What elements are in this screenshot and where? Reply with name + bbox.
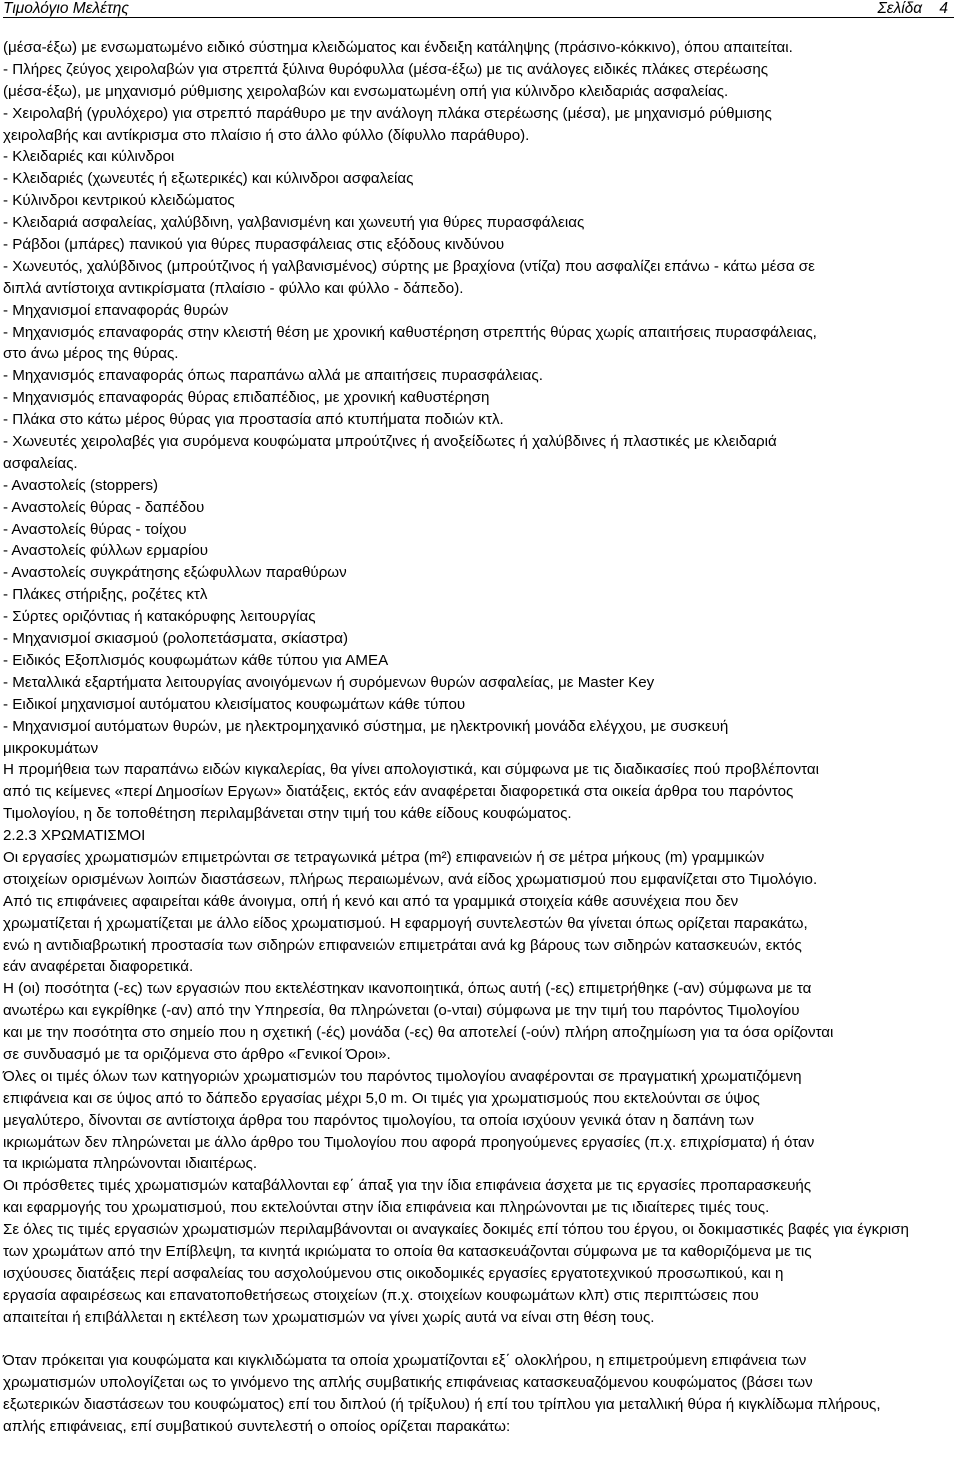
text-line: απλής επιφάνειας, επί συμβατικού συντελεστή ο οποίος ορίζεται παρακάτω:	[3, 1418, 511, 1436]
text-line: Από τις επιφάνειες αφαιρείται κάθε άνοιγμα, οπή ή κενό και από τα γραμμικά στοιχεία κάθε ασυνέχεια που δεν	[3, 892, 739, 910]
text-line: - Χωνευτός, χαλύβδινος (μπρούτζινος ή γαλβανισμένος) σύρτης με βραχίονα (ντίζα) που ασφαλίζει επάνω - κάτω μέσα σε	[3, 257, 815, 275]
text-line: - Ειδικός Εξοπλισμός κουφωμάτων κάθε τύπου για ΑΜΕΑ	[3, 651, 389, 669]
text-line: 2.2.3 ΧΡΩΜΑΤΙΣΜΟΙ	[3, 827, 146, 845]
text-line: εργασία αφαιρέσεως και επανατοποθετήσεως στοιχείων (π.χ. στοιχείων κουφωμάτων κλπ) στις περιπτώσεις που	[3, 1286, 759, 1304]
text-line: χρωματισμών υπολογίζεται ως το γινόμενο της απλής συμβατικής επιφάνειας κατασκευαζόμενου κουφώματος (βάσει των	[3, 1374, 813, 1392]
text-line: - Κλειδαριές (χωνευτές ή εξωτερικές) και κύλινδροι ασφαλείας	[3, 170, 414, 188]
text-line: - Μηχανισμός επαναφοράς στην κλειστή θέση με χρονική καθυστέρηση στρεπτής θύρας χωρίς απαιτήσεις πυρασφάλειας,	[3, 323, 817, 341]
text-line: στοιχείων ορισμένων λοιπών διαστάσεων, πλήρως περαιωμένων, ανά είδος χρωματισμού που εμφανίζεται στο Τιμολόγιο.	[3, 870, 818, 888]
text-line: Όταν πρόκειται για κουφώματα και κιγκλιδώματα τα οποία χρωματίζονται εξ΄ ολοκλήρου, η επιμετρούμενη επιφάνεια των	[3, 1352, 807, 1370]
text-line: μεγαλύτερο, δίνονται σε αντίστοιχα άρθρα του παρόντος τιμολογίου, τα οποία ισχύουν γενικά όταν η δαπάνη των	[3, 1111, 754, 1129]
text-line: - Χωνευτές χειρολαβές για συρόμενα κουφώματα μπρούτζινες ή ανοξείδωτες ή χαλύβδινες ή πλαστικές με κλειδαριά	[3, 433, 777, 451]
text-line: εξωτερικών διαστάσεων του κουφώματος) επί του διπλού (ή τρίξυλου) ή επί του τρίπλου για μεταλλική θύρα ή κιγκλίδωμα πλήρους,	[3, 1396, 881, 1414]
text-line: εάν αναφέρεται διαφορετικά.	[3, 958, 194, 976]
text-line: - Αναστολείς θύρας - δαπέδου	[3, 498, 205, 516]
text-line: στο άνω μέρος της θύρας.	[3, 345, 179, 363]
text-line: ανωτέρω και εγκρίθηκε (-αν) από την Υπηρεσία, θα πληρώνεται (ο-νται) σύμφωνα με την τιμή του παρόντος Τιμολογίου	[3, 1002, 800, 1020]
header-page-indicator	[878, 0, 955, 17]
text-line: - Κύλινδροι κεντρικού κλειδώματος	[3, 192, 235, 210]
text-line: Η προμήθεια των παραπάνω ειδών κιγκαλερίας, θα γίνει απολογιστικά, και σύμφωνα με τις διαδικασίες πού προβλέπονται	[3, 761, 820, 779]
text-line: - Μηχανισμοί σκιασμού (ρολοπετάσματα, σκίαστρα)	[3, 630, 349, 648]
text-line: - Αναστολείς θύρας - τοίχου	[3, 520, 187, 538]
text-line: - Αναστολείς συγκράτησης εξώφυλλων παραθύρων	[3, 564, 347, 582]
text-line: (μέσα-έξω) με ενσωματωμένο ειδικό σύστημα κλειδώματος και ένδειξη κατάληψης (πράσινο-κόκκινο), όπου απαιτείται.	[3, 39, 793, 56]
text-line: σε συνδυασμό με τα οριζόμενα στο άρθρο «Γενικοί Όροι».	[3, 1045, 391, 1063]
text-line: απαιτείται ή επιβάλλεται η εκτέλεση των χρωματισμών να γίνει χωρίς αυτά να είναι στη θέση τους.	[3, 1308, 655, 1326]
text-line: - Πλήρες ζεύγος χειρολαβών για στρεπτά ξύλινα θυρόφυλλα (μέσα-έξω) με τις ανάλογες ειδικές πλάκες στερέωσης	[3, 60, 769, 78]
text-line: ισχύουσες διατάξεις περί ασφαλείας του ασχολούμενου στις οικοδομικές εργασίες εργατοτεχνικού προσωπικού, και η	[3, 1264, 784, 1282]
text-line: - Χειρολαβή (γρυλόχερο) για στρεπτό παράθυρο με την ανάλογη πλάκα στερέωσης (μέσα), με μηχανισμό ρύθμισης	[3, 104, 772, 122]
text-line: χρωματίζεται ή χρωματίζεται με άλλο είδος χρωματισμού. Η εφαρμογή συντελεστών θα γίνεται όπως ορίζεται παρακάτω,	[3, 914, 808, 932]
text-line: τα ικριώματα πληρώνονται ιδιαιτέρως.	[3, 1155, 258, 1173]
text-line: επιφάνεια και σε ύψος από το δάπεδο εργασίας μέχρι 5,0 m. Οι τιμές για χρωματισμούς που εκτελούνται σε ύψος	[3, 1089, 760, 1107]
text-line: - Αναστολείς φύλλων ερμαρίου	[3, 542, 209, 560]
text-line: μικροκυμάτων	[3, 739, 99, 757]
paragraph-gap	[3, 1329, 954, 1351]
text-line: - Πλάκα στο κάτω μέρος θύρας για προστασία από κτυπήματα ποδιών κτλ.	[3, 411, 504, 429]
document-body	[3, 18, 954, 1438]
body-text-block-final	[3, 1350, 954, 1438]
text-line: των χρωμάτων από την Επίβλεψη, τα κινητά ικριώματα το οποία θα κατασκευάζονται σύμφωνα με τα καθοριζόμενα με τις	[3, 1242, 812, 1260]
text-line: - Μηχανισμοί επαναφοράς θυρών	[3, 301, 229, 319]
text-line: - Ράβδοι (μπάρες) πανικού για θύρες πυρασφάλειας στις εξόδους κινδύνου	[3, 236, 505, 254]
text-line: - Μηχανισμός επαναφοράς θύρας επιδαπέδιος, με χρονική καθυστέρηση	[3, 389, 490, 407]
text-line: και εφαρμογής του χρωματισμού, που εκτελούνται στην ίδια επιφάνεια και πληρώνονται με τις ιδιαίτερες τιμές τους.	[3, 1199, 770, 1217]
text-line: - Ειδικοί μηχανισμοί αυτόματου κλεισίματος κουφωμάτων κάθε τύπου	[3, 695, 466, 713]
text-line: Τιμολογίου, η δε τοποθέτηση περιλαμβάνεται στην τιμή του κάθε είδους κουφώματος.	[3, 805, 572, 823]
text-line: χειρολαβής και αντίκρισμα στο πλαίσιο ή στο άλλο φύλλο (δίφυλλο παράθυρο).	[3, 126, 530, 144]
text-line: - Αναστολείς (stoppers)	[3, 476, 159, 494]
text-line: ασφαλείας.	[3, 454, 78, 472]
text-line: Σε όλες τις τιμές εργασιών χρωματισμών περιλαμβάνονται οι αναγκαίες δοκιμές επί τόπου του έργου, οι δοκιμαστικές βαφές για έγκριση	[3, 1221, 909, 1239]
text-line: - Μεταλλικά εξαρτήματα λειτουργίας ανοιγόμενων ή συρόμενων θυρών ασφαλείας, με Master Key	[3, 673, 655, 691]
text-line: - Μηχανισμός επαναφοράς όπως παραπάνω αλλά με απαιτήσεις πυρασφάλειας.	[3, 367, 543, 385]
text-line: (μέσα-έξω), με μηχανισμό ρύθμισης χειρολαβών και ενσωματωμένη οπή για κύλινδρο κλειδαριάς ασφαλείας.	[3, 82, 729, 100]
page-header	[3, 0, 954, 18]
text-line: - Μηχανισμοί αυτόματων θυρών, με ηλεκτρομηχανικό σύστημα, με ηλεκτρονική μονάδα ελέγχου, με συσκευή	[3, 717, 729, 735]
text-line: Οι εργασίες χρωματισμών επιμετρώνται σε τετραγωνικά μέτρα (m²) επιφανειών ή σε μέτρα μήκους (m) γραμμικών	[3, 848, 765, 866]
page-number: 4	[939, 0, 948, 17]
text-line: - Κλειδαριά ασφαλείας, χαλύβδινη, γαλβανισμένη και χωνευτή για θύρες πυρασφάλειας	[3, 214, 585, 232]
body-text-block	[3, 37, 954, 1329]
text-line: ενώ η αντιδιαβρωτική προστασία των σιδηρών επιφανειών επιμετράται ανά kg βάρους των σιδηρών κατασκευών, εκτός	[3, 936, 802, 954]
header-title: Τιμολόγιο Μελέτης	[3, 0, 129, 17]
text-line: και με την ποσότητα στο σημείο που η σχετική (-ές) μονάδα (-ες) θα αποτελεί (-ούν) πλήρη αποζημίωση για τα όσα ορίζονται	[3, 1024, 834, 1042]
text-line: - Σύρτες οριζόντιας ή κατακόρυφης λειτουργίας	[3, 608, 316, 626]
text-line: Η (οι) ποσότητα (-ες) των εργασιών που εκτελέστηκαν ικανοποιητικά, όπως αυτή (-ες) επιμετρήθηκε (-αν) σύμφωνα με τα	[3, 980, 812, 998]
text-line: διπλά αντίστοιχα αντικρίσματα (πλαίσιο - φύλλο και φύλλο - δάπεδο).	[3, 279, 464, 297]
page-label: Σελίδα	[877, 0, 923, 17]
text-line: - Πλάκες στήριξης, ροζέτες κτλ	[3, 586, 208, 604]
text-line: από τις κείμενες «περί Δημοσίων Εργων» διατάξεις, εκτός εάν αναφέρεται διαφορετικά στα οικεία άρθρα του παρόντος	[3, 783, 794, 801]
text-line: Όλες οι τιμές όλων των κατηγοριών χρωματισμών του παρόντος τιμολογίου αναφέρονται σε πραγματική χρωματιζόμενη	[3, 1067, 802, 1085]
text-line: Οι πρόσθετες τιμές χρωματισμών καταβάλλονται εφ΄ άπαξ για την ίδια επιφάνεια άσχετα με τις εργασίες προπαρασκευής	[3, 1177, 812, 1195]
text-line: ικριωμάτων δεν πληρώνεται με άλλο άρθρο του Τιμολογίου που αφορά προηγούμενες εργασίες (π.χ. επιχρίσματα) ή όταν	[3, 1133, 815, 1151]
text-line: - Κλειδαριές και κύλινδροι	[3, 148, 175, 166]
